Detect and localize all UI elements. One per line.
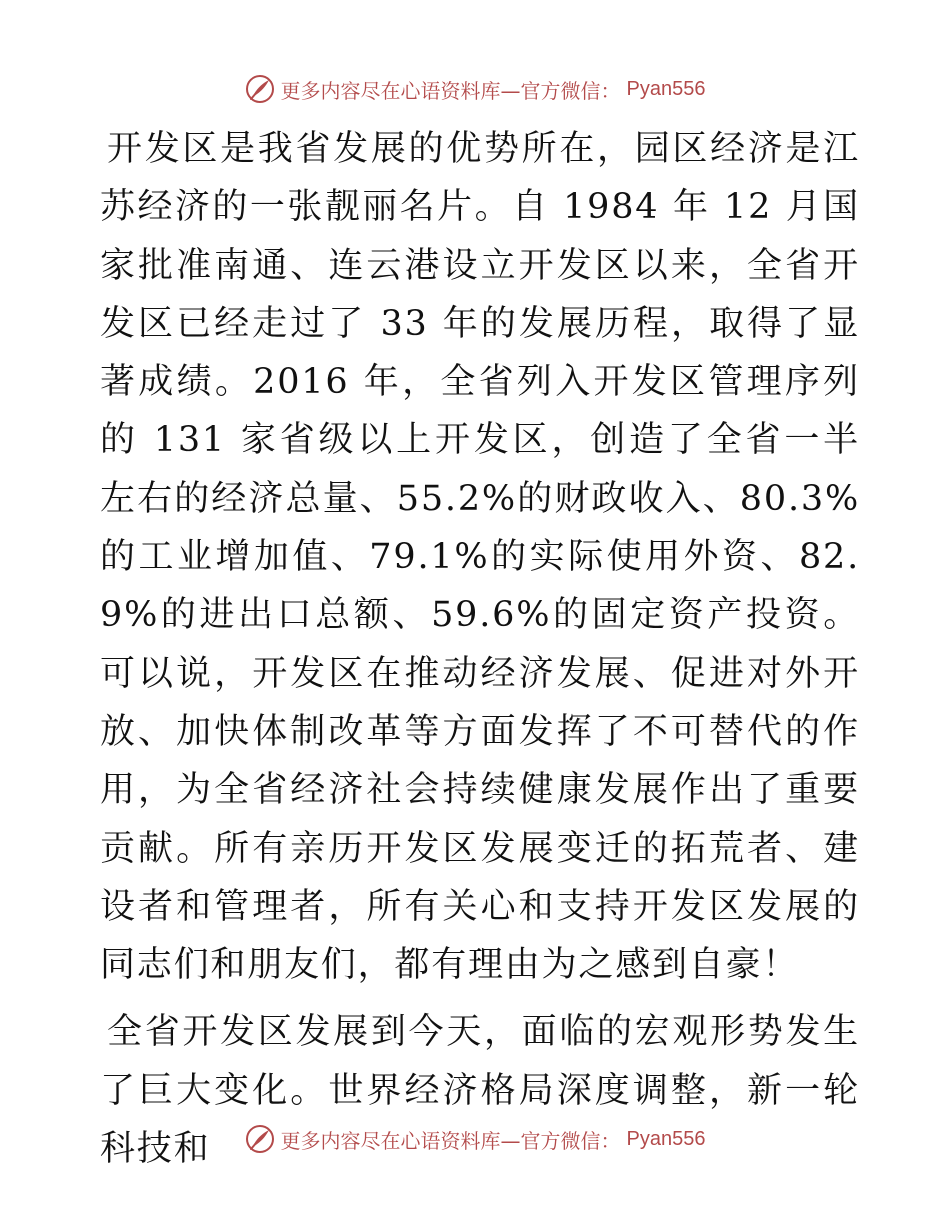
document-body	[100, 120, 860, 1178]
header-banner	[0, 74, 950, 104]
wechat-id: Pyan556	[626, 77, 706, 100]
paragraph-1: 开发区是我省发展的优势所在，园区经济是江苏经济的一张靓丽名片。自 1984 年 12 月国家批准南通、连云港设立开发区以来，全省开发区已经走过了 33 年的发展历程，取得了显著成绩。2016 年，全省列入开发区管理序列的 131 家省级以上开发区，创造了全省一半左右的经济总量、55.2%的财政收入、80.3%的工业增加值、79.1%的实际使用外资、82.9%的进出口总额、59.6%的固定资产投资。可以说，开发区在推动经济发展、促进对外开放、加快体制改革等方面发挥了不可替代的作用，为全省经济社会持续健康发展作出了重要贡献。所有亲历开发区发展变迁的拓荒者、建设者和管理者，所有关心和支持开发区发展的同志们和朋友们，都有理由为之感到自豪！	[100, 129, 860, 986]
banner-text: 更多内容尽在心语资料库—官方微信：	[280, 1128, 621, 1153]
footer-banner	[0, 1124, 950, 1154]
banner-text: 更多内容尽在心语资料库—官方微信：	[280, 78, 621, 103]
paragraph-2: 全省开发区发展到今天，面临的宏观形势发生了巨大变化。世界经济格局深度调整，新一轮科技和	[100, 1012, 860, 1170]
feather-pen-logo-icon	[245, 1124, 275, 1154]
wechat-id: Pyan556	[626, 1127, 706, 1150]
feather-pen-logo-icon	[245, 74, 275, 104]
